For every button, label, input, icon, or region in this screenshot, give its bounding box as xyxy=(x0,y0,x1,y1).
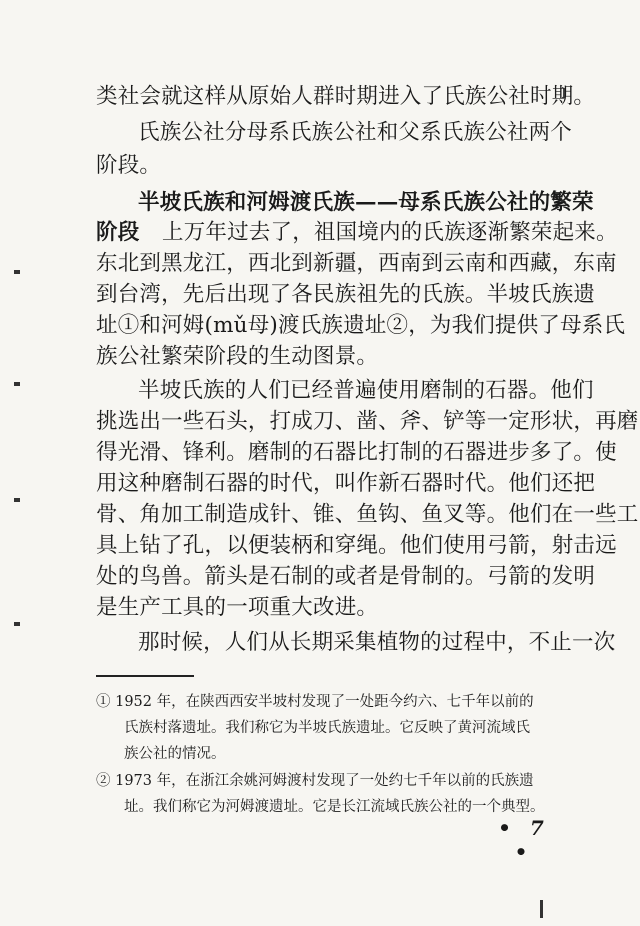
margin-mark xyxy=(14,382,20,386)
body-line-6: 上万年过去了，祖国境内的氏族逐渐繁荣起来。 xyxy=(162,220,618,245)
body-line-7: 东北到黑龙江，西北到新疆，西南到云南和西藏，东南 xyxy=(96,251,617,276)
body-line-16: 具上钻了孔，以便装柄和穿绳。他们使用弓箭，射击远 xyxy=(96,533,617,558)
footnote-2-line-1: ② 1973 年，在浙江余姚河姆渡村发现了一处约七千年以前的氏族遗 xyxy=(96,773,534,789)
body-line-17: 处的鸟兽。箭头是石制的或者是骨制的。弓箭的发明 xyxy=(96,564,596,589)
footnote-2-line-2: 址。我们称它为河姆渡遗址。它是长江流域氏族公社的一个典型。 xyxy=(124,799,545,815)
page-number: • 7 • xyxy=(498,816,550,864)
body-line-9: 址①和河姆(mǔ母)渡氏族遗址②，为我们提供了母系氏 xyxy=(96,313,626,338)
body-line-2: 氏族公社分母系氏族公社和父系氏族公社两个 xyxy=(138,120,573,145)
margin-mark xyxy=(14,498,20,502)
body-line-15: 骨、角加工制造成针、锥、鱼钩、鱼叉等。他们在一些工 xyxy=(96,502,639,527)
body-line-8: 到台湾，先后出现了各民族祖先的氏族。半坡氏族遗 xyxy=(96,282,596,307)
body-line-19: 那时候，人们从长期采集植物的过程中，不止一次 xyxy=(138,630,616,655)
margin-mark xyxy=(14,270,20,274)
body-line-1: 类社会就这样从原始人群时期进入了氏族公社时期。 xyxy=(96,84,596,109)
section-heading: 半坡氏族和河姆渡氏族——母系氏族公社的繁荣 xyxy=(138,190,594,215)
margin-mark xyxy=(14,622,20,626)
body-line-13: 得光滑、锋利。磨制的石器比打制的石器进步多了。使 xyxy=(96,440,617,465)
body-line-12: 挑选出一些石头，打成刀、凿、斧、铲等一定形状，再磨 xyxy=(96,409,639,434)
body-line-14: 用这种磨制石器的时代，叫作新石器时代。他们还把 xyxy=(96,471,596,496)
footnote-1-line-3: 族公社的情况。 xyxy=(124,746,226,762)
footnote-1-line-2: 氏族村落遗址。我们称它为半坡氏族遗址。它反映了黄河流域氏 xyxy=(124,720,530,736)
footnote-divider xyxy=(96,675,194,677)
body-line-10: 族公社繁荣阶段的生动图景。 xyxy=(96,344,379,369)
print-mark xyxy=(540,900,543,918)
body-line-11: 半坡氏族的人们已经普遍使用磨制的石器。他们 xyxy=(138,378,594,403)
body-line-18: 是生产工具的一项重大改进。 xyxy=(96,595,379,620)
footnote-1-line-1: ① 1952 年，在陕西西安半坡村发现了一处距今约六、七千年以前的 xyxy=(96,694,534,710)
body-line-3: 阶段。 xyxy=(96,153,162,178)
section-heading-end: 阶段 xyxy=(96,220,140,245)
